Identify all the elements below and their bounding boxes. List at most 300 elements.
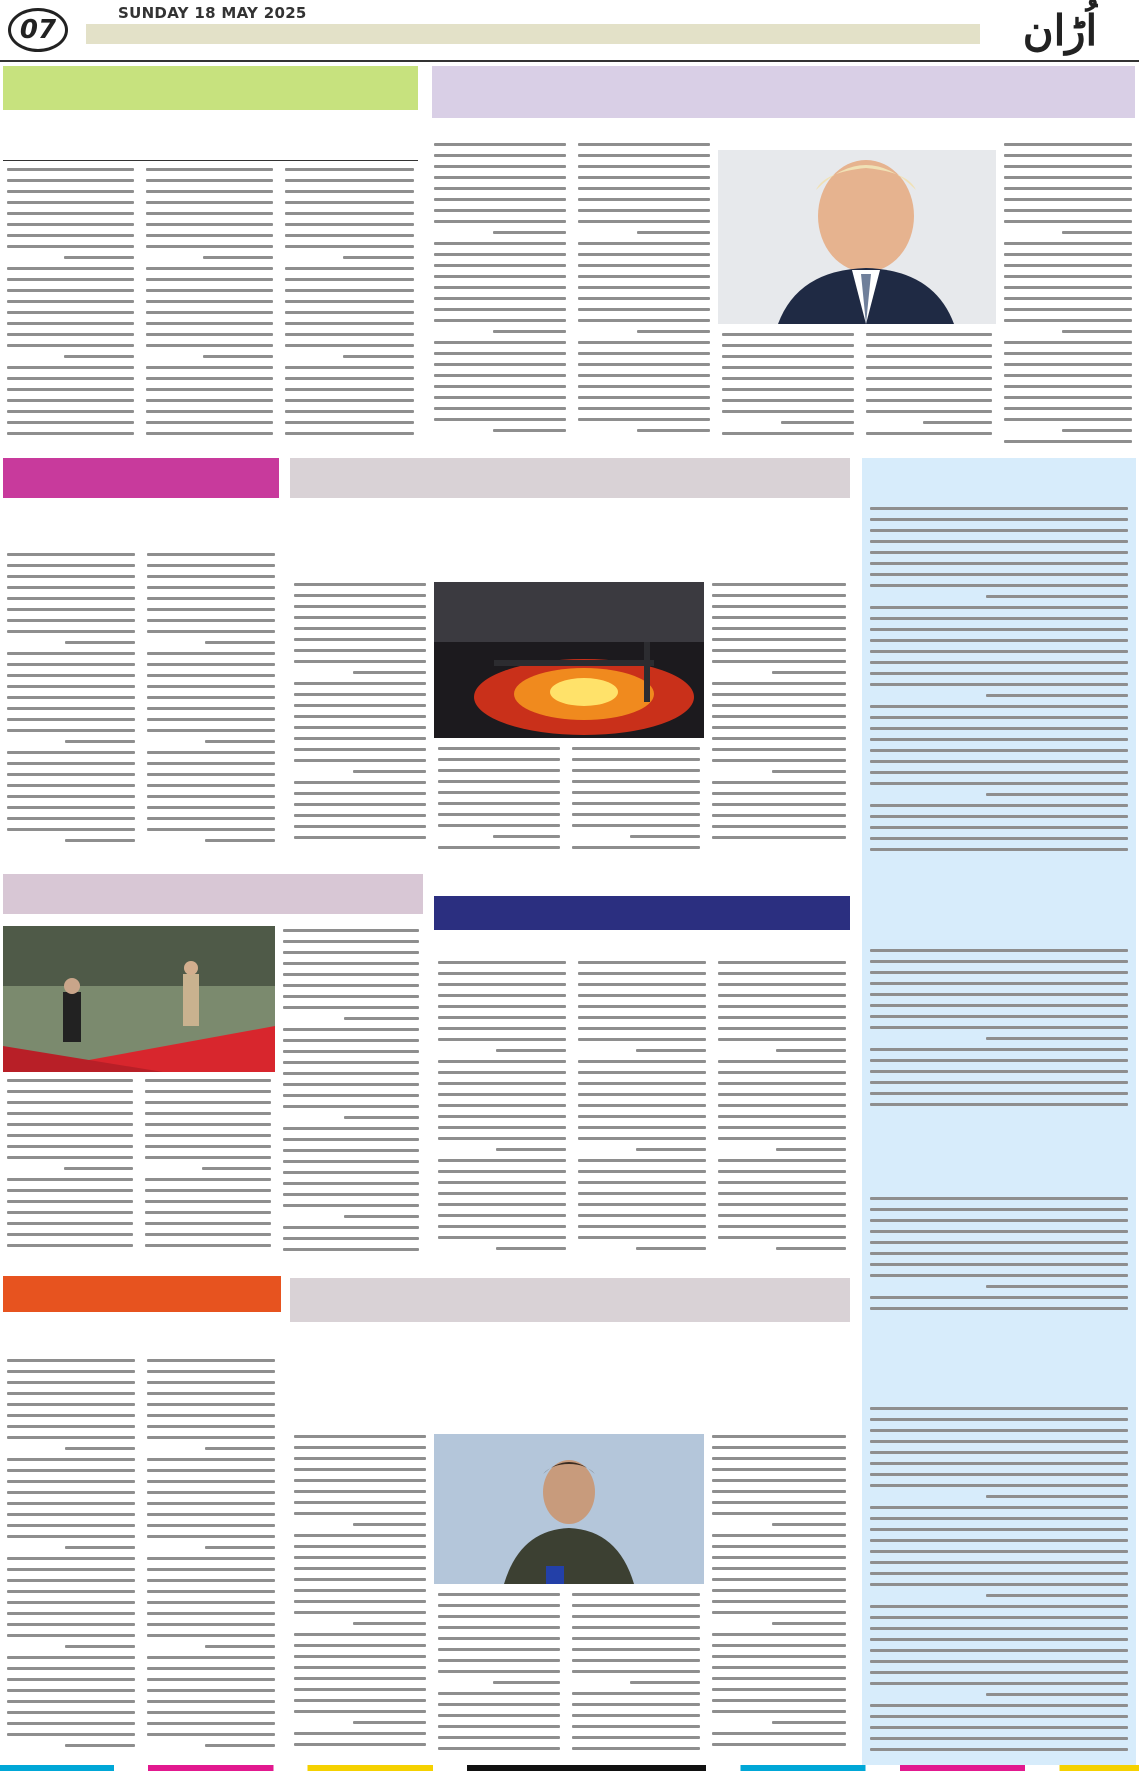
text-line <box>434 308 566 311</box>
text-line <box>7 432 134 435</box>
text-line <box>772 770 846 773</box>
text-line <box>718 1225 846 1228</box>
text-line <box>294 605 426 608</box>
text-line <box>1004 176 1132 179</box>
text-line <box>7 652 135 655</box>
text-line <box>147 784 275 787</box>
text-line <box>1004 209 1132 212</box>
text-line <box>1004 407 1132 410</box>
text-line <box>65 839 135 842</box>
text-line <box>438 846 560 849</box>
text-line <box>283 1083 419 1086</box>
text-line <box>712 1457 846 1460</box>
text-line <box>283 1182 419 1185</box>
text-line <box>630 835 700 838</box>
text-line <box>438 972 566 975</box>
text-line <box>776 1247 846 1250</box>
text-line <box>578 264 710 267</box>
text-line <box>294 682 426 685</box>
text-line <box>712 1501 846 1504</box>
text-line <box>438 747 560 750</box>
text-line <box>870 518 1128 521</box>
text-line <box>870 1704 1128 1707</box>
text-line <box>438 1659 560 1662</box>
text-line <box>578 253 710 256</box>
text-line <box>712 1633 846 1636</box>
text-line <box>285 201 414 204</box>
text-line <box>578 1093 706 1096</box>
text-line <box>294 1545 426 1548</box>
text-line <box>147 1590 275 1593</box>
text-line <box>1004 297 1132 300</box>
text-line <box>147 1612 275 1615</box>
text-line <box>7 762 135 765</box>
text-line <box>870 1638 1128 1641</box>
text-line <box>712 1666 846 1669</box>
text-line <box>870 1671 1128 1674</box>
text-line <box>572 780 700 783</box>
text-line <box>65 641 135 644</box>
ukraine-kicker <box>290 1278 850 1322</box>
text-line <box>285 267 414 270</box>
text-line <box>343 355 414 358</box>
text-line <box>283 1149 419 1152</box>
text-line <box>870 661 1128 664</box>
text-line <box>7 1090 133 1093</box>
text-line <box>434 154 566 157</box>
text-line <box>283 1237 419 1240</box>
text-line <box>294 1457 426 1460</box>
text-line <box>870 1092 1128 1095</box>
text-line <box>986 1594 1128 1597</box>
text-line <box>283 1028 419 1031</box>
text-line <box>712 814 846 817</box>
text-line <box>145 1211 271 1214</box>
text-line <box>7 1425 135 1428</box>
text-line <box>438 1736 560 1739</box>
text-line <box>712 1435 846 1438</box>
text-line <box>294 704 426 707</box>
text-line <box>7 1178 133 1181</box>
text-line <box>285 168 414 171</box>
text-line <box>147 1403 275 1406</box>
text-line <box>146 410 273 413</box>
text-line <box>294 803 426 806</box>
text-line <box>205 1744 275 1747</box>
text-line <box>493 330 566 333</box>
text-line <box>1004 187 1132 190</box>
text-line <box>7 1480 135 1483</box>
text-line <box>712 616 846 619</box>
dementia-text-col-1 <box>434 958 570 1263</box>
text-line <box>1004 220 1132 223</box>
text-line <box>294 759 426 762</box>
text-line <box>147 729 275 732</box>
text-line <box>986 694 1128 697</box>
text-line <box>438 1071 566 1074</box>
text-line <box>285 344 414 347</box>
text-line <box>147 608 275 611</box>
text-line <box>1004 154 1132 157</box>
iran-text-col-1 <box>430 140 570 450</box>
text-line <box>781 421 854 424</box>
text-line <box>578 297 710 300</box>
text-line <box>712 649 846 652</box>
text-line <box>7 773 135 776</box>
text-line <box>776 1148 846 1151</box>
text-line <box>578 165 710 168</box>
hongkong-text-col-2 <box>142 165 277 455</box>
masthead-rule <box>0 60 1139 62</box>
text-line <box>870 1627 1128 1630</box>
text-line <box>1004 143 1132 146</box>
text-line <box>572 802 700 805</box>
text-line <box>722 366 854 369</box>
text-line <box>203 355 273 358</box>
text-line <box>712 1600 846 1603</box>
ecuador-headline <box>3 1316 281 1350</box>
trade-text-col-1 <box>3 550 139 860</box>
text-line <box>870 1429 1128 1432</box>
text-line <box>870 1208 1128 1211</box>
text-line <box>870 617 1128 620</box>
text-line <box>434 396 566 399</box>
text-line <box>7 1733 135 1736</box>
text-line <box>7 1233 133 1236</box>
text-line <box>870 1015 1128 1018</box>
text-line <box>712 1589 846 1592</box>
text-line <box>146 234 273 237</box>
text-line <box>285 421 414 424</box>
text-line <box>147 564 275 567</box>
text-line <box>870 837 1128 840</box>
text-line <box>870 993 1128 996</box>
text-line <box>7 1491 135 1494</box>
text-line <box>578 1027 706 1030</box>
text-line <box>712 704 846 707</box>
text-line <box>870 628 1128 631</box>
text-line <box>294 1512 426 1515</box>
text-line <box>572 1736 700 1739</box>
text-line <box>712 1490 846 1493</box>
text-line <box>7 1568 135 1571</box>
text-line <box>438 1005 566 1008</box>
text-line <box>438 802 560 805</box>
text-line <box>712 682 846 685</box>
text-line <box>637 429 710 432</box>
text-line <box>283 1105 419 1108</box>
text-line <box>870 639 1128 642</box>
text-line <box>578 983 706 986</box>
text-line <box>65 1744 135 1747</box>
page-number: 07 <box>8 8 68 52</box>
text-line <box>572 1747 700 1750</box>
text-line <box>572 846 700 849</box>
text-line <box>7 1403 135 1406</box>
text-line <box>718 983 846 986</box>
text-line <box>7 289 134 292</box>
albania-text-col-2 <box>3 1076 137 1266</box>
text-line <box>294 1468 426 1471</box>
text-line <box>438 1626 560 1629</box>
text-line <box>718 994 846 997</box>
text-line <box>712 737 846 740</box>
text-line <box>294 1600 426 1603</box>
text-line <box>630 1681 700 1684</box>
text-line <box>870 1550 1128 1553</box>
text-line <box>7 311 134 314</box>
text-line <box>572 824 700 827</box>
text-line <box>294 638 426 641</box>
text-line <box>294 1710 426 1713</box>
text-line <box>438 1137 566 1140</box>
text-line <box>870 982 1128 985</box>
text-line <box>147 1601 275 1604</box>
text-line <box>578 1159 706 1162</box>
text-line <box>722 388 854 391</box>
text-line <box>712 1578 846 1581</box>
text-line <box>870 1048 1128 1051</box>
text-line <box>294 781 426 784</box>
text-line <box>870 683 1128 686</box>
text-line <box>205 1546 275 1549</box>
text-line <box>294 1699 426 1702</box>
text-line <box>7 1211 133 1214</box>
text-line <box>434 165 566 168</box>
text-line <box>7 1112 133 1115</box>
text-line <box>572 769 700 772</box>
text-line <box>283 1248 419 1251</box>
text-line <box>722 355 854 358</box>
text-line <box>870 1004 1128 1007</box>
text-line <box>870 540 1128 543</box>
text-line <box>147 663 275 666</box>
text-line <box>7 1123 133 1126</box>
houthi-text-col-2 <box>434 744 564 860</box>
photo-red-carpet <box>3 926 275 1072</box>
text-line <box>718 1126 846 1129</box>
text-line <box>434 407 566 410</box>
text-line <box>7 1590 135 1593</box>
text-line <box>7 674 135 677</box>
text-line <box>572 1637 700 1640</box>
text-line <box>572 791 700 794</box>
text-line <box>870 848 1128 851</box>
text-line <box>870 971 1128 974</box>
text-line <box>353 1523 426 1526</box>
text-line <box>147 1392 275 1395</box>
text-line <box>7 1667 135 1670</box>
text-line <box>145 1189 271 1192</box>
text-line <box>870 1451 1128 1454</box>
text-line <box>147 1513 275 1516</box>
text-line <box>1004 396 1132 399</box>
text-line <box>712 1479 846 1482</box>
text-line <box>1004 440 1132 443</box>
text-line <box>438 1648 560 1651</box>
text-line <box>870 529 1128 532</box>
text-line <box>283 1226 419 1229</box>
text-line <box>434 352 566 355</box>
text-line <box>147 1469 275 1472</box>
text-line <box>294 594 426 597</box>
text-line <box>147 1370 275 1373</box>
text-line <box>146 289 273 292</box>
text-line <box>434 286 566 289</box>
text-line <box>438 1747 560 1750</box>
text-line <box>870 1528 1128 1531</box>
text-line <box>578 308 710 311</box>
text-line <box>572 1725 700 1728</box>
text-line <box>718 1016 846 1019</box>
text-line <box>434 253 566 256</box>
text-line <box>578 352 710 355</box>
text-line <box>283 1039 419 1042</box>
text-line <box>718 1214 846 1217</box>
text-line <box>870 507 1128 510</box>
ukraine-text-col-4 <box>708 1432 850 1762</box>
text-line <box>7 245 134 248</box>
text-line <box>146 201 273 204</box>
text-line <box>7 828 135 831</box>
text-line <box>438 1126 566 1129</box>
text-line <box>578 1203 706 1206</box>
text-line <box>870 1737 1128 1740</box>
text-line <box>986 595 1128 598</box>
text-line <box>146 300 273 303</box>
text-line <box>145 1222 271 1225</box>
iran-text-col-2 <box>574 140 714 450</box>
text-line <box>438 1714 560 1717</box>
text-line <box>65 1546 135 1549</box>
text-line <box>7 344 134 347</box>
text-line <box>578 187 710 190</box>
text-line <box>7 1612 135 1615</box>
text-line <box>434 209 566 212</box>
text-line <box>578 1126 706 1129</box>
text-line <box>283 1160 419 1163</box>
text-line <box>7 267 134 270</box>
registration-strip <box>0 1765 1139 1771</box>
text-line <box>870 650 1128 653</box>
text-line <box>146 179 273 182</box>
text-line <box>712 759 846 762</box>
text-line <box>202 1167 271 1170</box>
ukraine-text-col-2 <box>434 1590 564 1762</box>
text-line <box>438 1692 560 1695</box>
text-line <box>7 1370 135 1373</box>
text-line <box>438 1214 566 1217</box>
text-line <box>496 1148 566 1151</box>
side-text-crypto <box>866 1404 1132 1762</box>
text-line <box>7 1414 135 1417</box>
text-line <box>147 773 275 776</box>
text-line <box>7 806 135 809</box>
text-line <box>147 1502 275 1505</box>
text-line <box>294 836 426 839</box>
text-line <box>434 220 566 223</box>
text-line <box>7 201 134 204</box>
text-line <box>285 322 414 325</box>
text-line <box>572 1692 700 1695</box>
albania-headline <box>3 874 423 914</box>
text-line <box>294 1743 426 1746</box>
text-line <box>7 1458 135 1461</box>
text-line <box>718 1104 846 1107</box>
text-line <box>578 1236 706 1239</box>
text-line <box>147 1634 275 1637</box>
text-line <box>438 1159 566 1162</box>
text-line <box>870 1517 1128 1520</box>
text-line <box>438 1670 560 1673</box>
text-line <box>7 608 135 611</box>
text-line <box>147 1689 275 1692</box>
text-line <box>718 1060 846 1063</box>
text-line <box>294 1677 426 1680</box>
text-line <box>870 1307 1128 1310</box>
text-line <box>636 1247 706 1250</box>
text-line <box>294 627 426 630</box>
text-line <box>147 630 275 633</box>
text-line <box>434 374 566 377</box>
text-line <box>434 297 566 300</box>
text-line <box>712 1534 846 1537</box>
text-line <box>7 729 135 732</box>
text-line <box>146 377 273 380</box>
text-line <box>438 1703 560 1706</box>
text-line <box>722 432 854 435</box>
text-line <box>718 1203 846 1206</box>
text-line <box>578 374 710 377</box>
text-line <box>283 1204 419 1207</box>
text-line <box>7 795 135 798</box>
text-line <box>434 363 566 366</box>
text-line <box>7 190 134 193</box>
text-line <box>7 1469 135 1472</box>
text-line <box>870 1219 1128 1222</box>
text-line <box>772 1622 846 1625</box>
text-line <box>493 1681 560 1684</box>
text-line <box>438 1637 560 1640</box>
text-line <box>493 231 566 234</box>
ecuador-text-col-1 <box>3 1356 139 1761</box>
text-line <box>712 1655 846 1658</box>
text-line <box>294 1732 426 1735</box>
ukraine-text-col-1 <box>290 1432 430 1762</box>
text-line <box>283 973 419 976</box>
text-line <box>712 836 846 839</box>
text-line <box>434 176 566 179</box>
text-line <box>718 1236 846 1239</box>
text-line <box>285 410 414 413</box>
text-line <box>7 410 134 413</box>
text-line <box>870 949 1128 952</box>
text-line <box>147 1623 275 1626</box>
text-line <box>7 784 135 787</box>
text-line <box>285 223 414 226</box>
text-line <box>438 1604 560 1607</box>
text-line <box>7 718 135 721</box>
text-line <box>147 674 275 677</box>
text-line <box>283 1050 419 1053</box>
text-line <box>147 1579 275 1582</box>
text-line <box>1004 363 1132 366</box>
text-line <box>1004 275 1132 278</box>
text-line <box>712 1556 846 1559</box>
text-line <box>1004 242 1132 245</box>
text-line <box>438 1181 566 1184</box>
text-line <box>283 1006 419 1009</box>
